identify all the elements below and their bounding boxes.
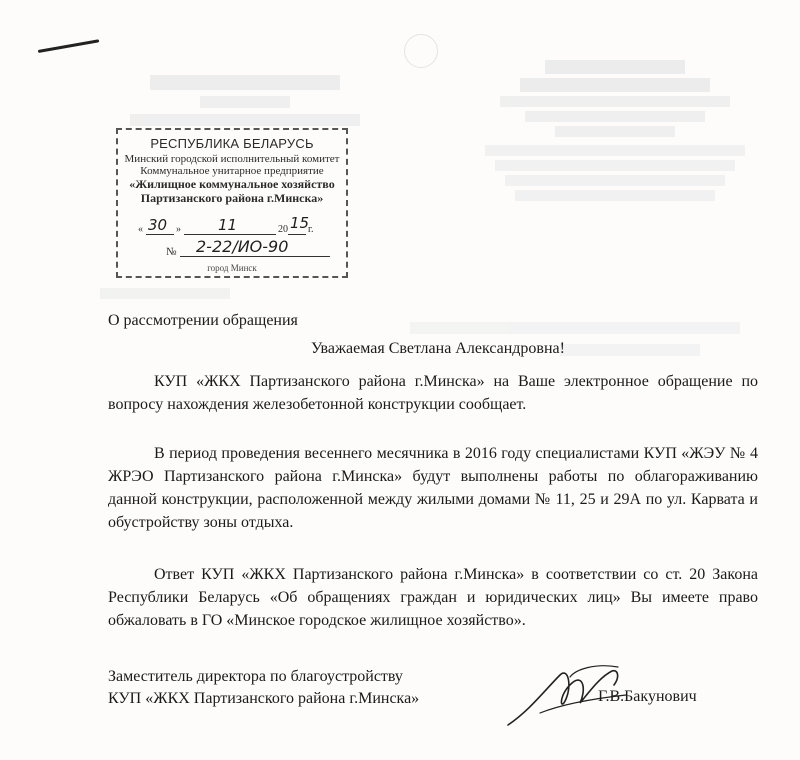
stamp-date-day: 30: [148, 216, 168, 234]
stamp-enterprise-name-1: «Жилищное коммунальное хозяйство: [129, 177, 335, 191]
pen-mark: [38, 39, 100, 53]
letter-subject: О рассмотрении обращения: [108, 312, 298, 329]
faded-letterhead-left: [120, 75, 370, 126]
letter-paragraph: КУП «ЖКХ Партизанского района г.Минска» на Ваше электронное обращение по вопросу нахождения железобетонной конструкции сообщает.: [108, 373, 758, 413]
stamp-city: город Минск: [207, 263, 257, 273]
signature-title: [108, 666, 419, 710]
stamp-date-open: «: [138, 224, 143, 235]
emblem-watermark-icon: [404, 34, 438, 68]
stamp-date-close: »: [176, 224, 181, 235]
stamp-date-suffix: г.: [308, 224, 314, 235]
letter-paragraph: Ответ КУП «ЖКХ Партизанского района г.Минска» в соответствии со ст. 20 Закона Республики Беларусь «Об обращениях граждан и юридических лиц» Вы имеете право обжаловать в ГО «Минское городское жилищное хозяйство».: [108, 566, 758, 629]
stamp-number-row: [166, 238, 336, 260]
faded-letterhead-right: [470, 60, 760, 201]
registration-stamp: [116, 128, 348, 278]
signature-title-line-2: КУП «ЖКХ Партизанского района г.Минска»: [108, 690, 420, 707]
stamp-committee: Минский городской исполнительный комитет: [124, 153, 340, 165]
faded-text-band-2: [100, 288, 240, 300]
signature-title-line-1: Заместитель директора по благоустройству: [108, 668, 403, 685]
letter-paragraph: В период проведения весеннего месячника в 2016 году специалистами КУП «ЖЭУ № 4 ЖРЭО Партизанского района г.Минска» будут выполнены работы по облагораживанию данной конструкции, расположенной между жилыми домами № 11, 25 и 29А по ул. Карвата и обустройству зоны отдыха.: [108, 445, 758, 531]
signer-name: Г.В.Бакунович: [598, 688, 697, 705]
stamp-number: 2-22/ИО-90: [196, 237, 289, 256]
stamp-enterprise-name-2: Партизанского района г.Минска»: [140, 191, 324, 205]
letter-greeting: Уважаемая Светлана Александровна!: [311, 340, 565, 357]
stamp-date-year-prefix: 20: [278, 224, 288, 235]
stamp-date-year: 15: [290, 214, 310, 232]
stamp-date-row: [128, 216, 340, 238]
stamp-enterprise-type: Коммунальное унитарное предприятие: [140, 165, 324, 177]
stamp-number-sign: №: [166, 246, 177, 258]
stamp-date-month: 11: [218, 216, 238, 234]
stamp-country: РЕСПУБЛИКА БЕЛАРУСЬ: [150, 136, 314, 151]
